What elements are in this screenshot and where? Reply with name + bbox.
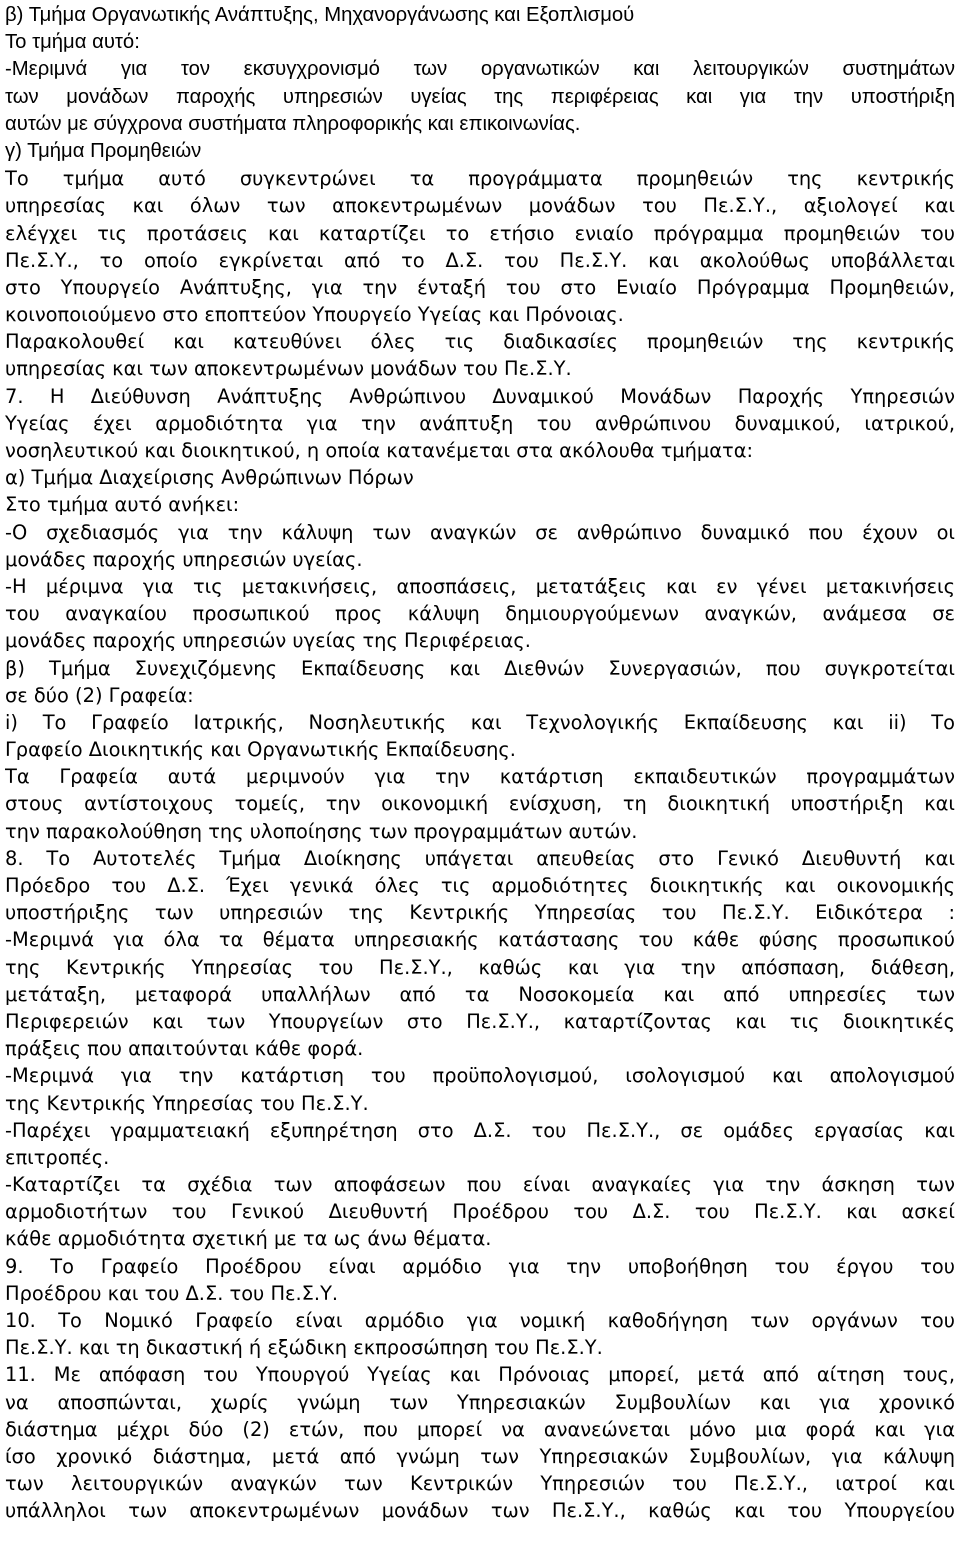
text-line: 10. Το Νομικό Γραφείο είναι αρμόδιο για νομική καθοδήγηση των οργάνων του — [5, 1309, 955, 1332]
text-line: διάστημα μέχρι δύο (2) ετών, που μπορεί να ανανεώνεται μόνο μια φορά και για — [5, 1417, 955, 1441]
text-line: Πρόεδρο του Δ.Σ. Έχει γενικά όλες τις αρμοδιότητες διοικητικής και οικονομικής — [5, 874, 955, 897]
text-line: στο Υπουργείο Ανάπτυξης, για την ένταξή του στο Ενιαίο Πρόγραμμα Προμηθειών, — [5, 275, 955, 299]
text-line: 11. Με απόφαση του Υπουργού Υγείας και Πρόνοιας μπορεί, μετά από αίτηση τους, — [5, 1363, 955, 1387]
text-line: υποστήριξης των υπηρεσιών της Κεντρικής Υπηρεσίας του Πε.Σ.Υ. Ειδικότερα : — [5, 901, 955, 925]
text-line: -Ο σχεδιασμός για την κάλυψη των αναγκών σε ανθρώπινο δυναμικό που έχουν οι — [5, 520, 955, 544]
text-line: Τα Γραφεία αυτά μεριμνούν για την κατάρτιση εκπαιδευτικών προγραμμάτων — [5, 765, 955, 789]
text-line: του αναγκαίου προσωπικού προς κάλυψη δημιουργούμενων αναγκών, ανάμεσα σε — [5, 602, 955, 626]
text-line: α) Τμήμα Διαχείρισης Ανθρώπινων Πόρων — [5, 466, 414, 490]
text-line: σε δύο (2) Γραφεία: — [5, 683, 194, 707]
text-line: β) Τμήμα Οργανωτικής Ανάπτυξης, Μηχανοργάνωσης και Εξοπλισμού — [5, 4, 635, 26]
text-line: 9. Το Γραφείο Προέδρου είναι αρμόδιο για την υποβοήθηση του έργου του — [5, 1254, 955, 1278]
text-line: β) Τμήμα Συνεχιζόμενης Εκπαίδευσης και Διεθνών Συνεργασιών, που συγκροτείται — [5, 656, 955, 680]
text-line: της Κεντρικής Υπηρεσίας του Πε.Σ.Υ. — [5, 1091, 369, 1115]
text-line: -Καταρτίζει τα σχέδια των αποφάσεων που είναι αναγκαίες για την άσκηση των — [5, 1173, 955, 1197]
text-line: Το τμήμα αυτό: — [5, 31, 140, 54]
text-line: Προέδρου και του Δ.Σ. του Πε.Σ.Υ. — [5, 1281, 339, 1305]
text-line: γ) Τμήμα Προμηθειών — [5, 139, 202, 162]
text-line: -Παρέχει γραμματειακή εξυπηρέτηση στο Δ.Σ. του Πε.Σ.Υ., σε ομάδες εργασίας και — [5, 1118, 955, 1142]
text-line: υπάλληλοι των αποκεντρωμένων μονάδων των Πε.Σ.Υ., καθώς και του Υπουργείου — [5, 1499, 955, 1523]
text-line: ίσο χρονικό διάστημα, μετά από γνώμη των Υπηρεσιακών Συμβουλίων, για κάλυψη — [5, 1444, 955, 1468]
text-line: μονάδες παροχής υπηρεσιών υγείας της Περιφέρειας. — [5, 629, 531, 653]
text-line: κάθε αρμοδιότητα σχετική με τα ως άνω θέματα. — [5, 1227, 492, 1251]
text-line: υπηρεσίας και των αποκεντρωμένων μονάδων του Πε.Σ.Υ. — [5, 357, 572, 381]
text-line: -Μεριμνά για την κατάρτιση του προϋπολογισμού, ισολογισμού και απολογισμού — [5, 1064, 955, 1088]
text-line: υπηρεσίας και όλων των αποκεντρωμένων μονάδων του Πε.Σ.Υ., αξιολογεί και — [5, 194, 955, 218]
text-line: της Κεντρικής Υπηρεσίας του Πε.Σ.Υ., καθώς και για την απόσπαση, διάθεση, — [5, 955, 955, 979]
text-line: -Μεριμνά για τον εκσυγχρονισμό των οργανωτικών και λειτουργικών συστημάτων — [5, 58, 955, 81]
text-line: να αποσπώνται, χωρίς γνώμη των Υπηρεσιακών Συμβουλίων και για χρονικό — [5, 1390, 955, 1414]
text-line: Υγείας έχει αρμοδιότητα για την ανάπτυξη του ανθρώπινου δυναμικού, ιατρικού, — [5, 411, 955, 435]
text-line: μετάταξη, μεταφορά υπαλλήλων από τα Νοσοκομεία και από υπηρεσίες των — [5, 982, 955, 1006]
text-line: -Η μέριμνα για τις μετακινήσεις, αποσπάσεις, μετατάξεις και εν γένει μετακινήσεις — [5, 574, 955, 598]
text-line: Γραφείο Διοικητικής και Οργανωτικής Εκπαίδευσης. — [5, 738, 516, 762]
text-line: 7. Η Διεύθυνση Ανάπτυξης Ανθρώπινου Δυναμικού Μονάδων Παροχής Υπηρεσιών — [5, 384, 955, 408]
text-line: Περιφερειών και των Υπουργείων στο Πε.Σ.Υ., καταρτίζοντας και τις διοικητικές — [5, 1009, 955, 1033]
text-line: των λειτουργικών αναγκών των Κεντρικών Υπηρεσιών του Πε.Σ.Υ., ιατροί και — [5, 1472, 955, 1496]
text-line: αρμοδιοτήτων του Γενικού Διευθυντή Προέδρου του Δ.Σ. του Πε.Σ.Υ. και ασκεί — [5, 1200, 955, 1224]
text-line: αυτών με σύγχρονα συστήματα πληροφορικής και επικοινωνίας. — [5, 112, 581, 135]
text-line: νοσηλευτικού και διοικητικού, η οποία κατανέμεται στα ακόλουθα τμήματα: — [5, 439, 754, 462]
text-line: κοινοποιούμενο στο εποπτεύον Υπουργείο Υγείας και Πρόνοιας. — [5, 303, 624, 327]
text-line: 8. Το Αυτοτελές Τμήμα Διοίκησης υπάγεται απευθείας στο Γενικό Διευθυντή και — [5, 846, 955, 870]
text-line: Πε.Σ.Υ. και τη δικαστική ή εξώδικη εκπροσώπηση του Πε.Σ.Υ. — [5, 1336, 603, 1360]
text-line: Παρακολουθεί και κατευθύνει όλες τις διαδικασίες προμηθειών της κεντρικής — [5, 330, 955, 354]
text-line: Πε.Σ.Υ., το οποίο εγκρίνεται από το Δ.Σ. του Πε.Σ.Υ. και ακολούθως υποβάλλεται — [5, 248, 955, 272]
text-line: των μονάδων παροχής υπηρεσιών υγείας της περιφέρειας και για την υποστήριξη — [5, 85, 955, 108]
text-line: -Μεριμνά για όλα τα θέματα υπηρεσιακής κατάστασης του κάθε φύσης προσωπικού — [5, 928, 955, 952]
text-line: την παρακολούθηση της υλοποίησης των προγραμμάτων αυτών. — [5, 819, 638, 843]
text-line: επιτροπές. — [5, 1145, 110, 1169]
text-line: μονάδες παροχής υπηρεσιών υγείας. — [5, 547, 363, 571]
text-line: ελέγχει τις προτάσεις και καταρτίζει το ετήσιο ενιαίο πρόγραμμα προμηθειών του — [5, 221, 955, 245]
text-line: Στο τμήμα αυτό ανήκει: — [5, 493, 240, 517]
text-line: i) Το Γραφείο Ιατρικής, Νοσηλευτικής και Τεχνολογικής Εκπαίδευσης και ii) Το — [5, 710, 955, 734]
text-line: Το τμήμα αυτό συγκεντρώνει τα προγράμματα προμηθειών της κεντρικής — [5, 167, 955, 191]
text-line: στους αντίστοιχους τομείς, την οικονομική ενίσχυση, τη διοικητική υποστήριξη και — [5, 792, 955, 816]
text-line: πράξεις που απαιτούνται κάθε φορά. — [5, 1037, 364, 1061]
